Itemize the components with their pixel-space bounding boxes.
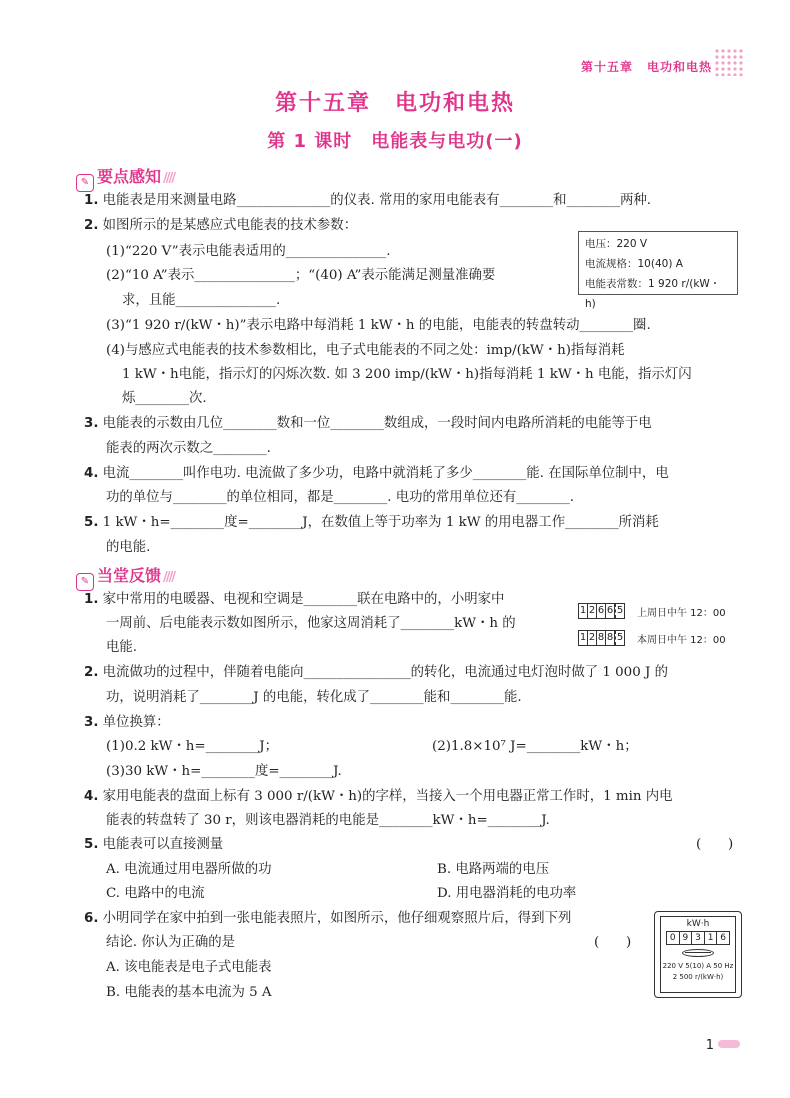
meter-reading-before: 1 2 6 6 5 上周日中午 12：00 [579, 605, 726, 619]
page-number: 1 [706, 1038, 740, 1053]
running-header [567, 58, 712, 75]
fb-q6-B: B. 电能表的基本电流为 5 A [106, 985, 272, 1000]
fb-q6-A: A. 该电能表是电子式电能表 [106, 960, 272, 975]
meter-disc-icon [682, 949, 714, 957]
kp-q3a: 3. 电能表的示数由几位________数和一位________数组成，一段时间内电路所消耗的电能等于电 [84, 416, 652, 431]
kp-q2-3: (3)“1 920 r/(kW・h)”表示电路中每消耗 1 kW・h 的电能，电能表的转盘转动________圈. [106, 318, 651, 333]
fb-q6a: 6. 小明同学在家中拍到一张电能表照片，如图所示，他仔细观察照片后，得到下列 [84, 911, 572, 926]
fb-q4b: 能表的转盘转了 30 r，则该电器消耗的电能是________kW・h=________J. [106, 813, 550, 828]
fb-q5-A: A. 电流通过用电器所做的功 [106, 862, 272, 877]
lesson-title: 第 1 课时 电能表与电功(一) [267, 131, 523, 152]
header-dots [714, 48, 744, 76]
kp-q2: 2. 如图所示的是某感应式电能表的技术参数： [84, 218, 358, 233]
kp-q2-2a: (2)“10 A”表示_______________；“(40) A”表示能满足测量准确要 [106, 268, 496, 283]
kp-q2-2b: 求，且能_______________. [122, 293, 281, 308]
meter-reading-after: 1 2 8 8 5 本周日中午 12：00 [579, 632, 726, 646]
fb-q2b: 功，说明消耗了________J 的电能，转化成了________能和________能. [106, 690, 522, 705]
header-topic: 电功和电热 [646, 60, 712, 74]
fb-q5-B: B. 电路两端的电压 [437, 862, 550, 877]
section-icon: ✎ [76, 174, 94, 192]
kp-q2-1: (1)“220 V”表示电能表适用的_______________. [106, 244, 391, 259]
spec-box: 电压：220 V 电流规格：10(40) A 电能表常数：1 920 r/(kW・h) [578, 231, 738, 295]
fb-q1a: 1. 家中常用的电暖器、电视和空调是________联在电路中的，小明家中 [84, 592, 505, 607]
section-key-points: ✎ 要点感知 //// [76, 164, 174, 192]
kp-q4b: 功的单位与________的单位相同，都是________. 电功的常用单位还有________. [106, 490, 575, 505]
fb-q3-1: (1)0.2 kW・h=________J； [106, 739, 278, 754]
fb-q1c: 电能. [106, 640, 138, 655]
kp-q2-4a: (4)与感应式电能表的技术参数相比，电子式电能表的不同之处：imp/(kW・h)指每消耗 [106, 343, 625, 358]
header-chapter: 第十五章 [580, 60, 633, 74]
meter-photo: kW·h 0 9 3 1 6 220 V 5(10) A 50 Hz 2 500 r/(kW·h) [654, 911, 742, 998]
fb-q6b: 结论. 你认为正确的是 [106, 935, 236, 950]
kp-q3b: 能表的两次示数之________. [106, 441, 271, 456]
fb-q3: 3. 单位换算： [84, 715, 170, 730]
fb-q3-3: (3)30 kW・h=________度=________J. [106, 764, 342, 779]
chapter-title: 第十五章 电功和电热 [274, 91, 515, 116]
fb-q1b: 一周前、后电能表示数如图所示，他家这周消耗了________kW・h 的 [106, 616, 516, 631]
kp-q2-4c: 烁________次. [122, 391, 207, 406]
fb-q2a: 2. 电流做功的过程中，伴随着电能向________________的转化，电流通过电灯泡时做了 1 000 J 的 [84, 665, 668, 680]
fb-q5-D: D. 用电器消耗的电功率 [437, 886, 577, 901]
section-feedback: ✎ 当堂反馈 //// [76, 563, 174, 591]
kp-q5b: 的电能. [106, 540, 151, 555]
fb-q5: 5. 电能表可以直接测量 [84, 837, 224, 852]
kp-q2-4b: 1 kW・h电能，指示灯的闪烁次数. 如 3 200 imp/(kW・h)指每消耗 1 kW・h 电能，指示灯闪 [122, 367, 692, 382]
fb-q5-bracket: ( ) [696, 837, 734, 852]
section-icon: ✎ [76, 573, 94, 591]
fb-q3-2: (2)1.8×10⁷ J=________kW・h； [432, 739, 638, 754]
kp-q4a: 4. 电流________叫作电功. 电流做了多少功，电路中就消耗了多少________能. 在国际单位制中，电 [84, 466, 669, 481]
fb-q6-bracket: ( ) [594, 935, 632, 950]
fb-q5-C: C. 电路中的电流 [106, 886, 205, 901]
kp-q5a: 5. 1 kW・h=________度=________J，在数值上等于功率为 1 kW 的用电器工作________所消耗 [84, 515, 659, 530]
fb-q4a: 4. 家用电能表的盘面上标有 3 000 r/(kW・h)的字样，当接入一个用电器正常工作时，1 min 内电 [84, 789, 673, 804]
kp-q1: 1. 电能表是用来测量电路______________的仪表. 常用的家用电能表有________和________两种. [84, 193, 652, 208]
